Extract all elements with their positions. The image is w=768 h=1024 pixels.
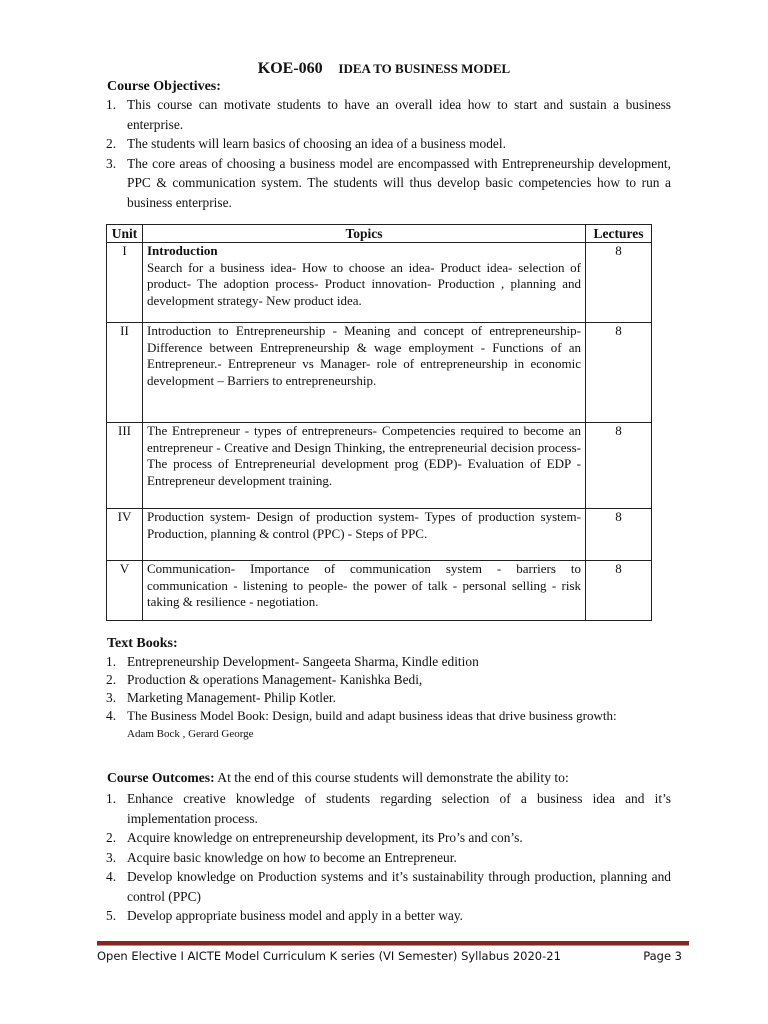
table-row <box>107 423 652 509</box>
item-number: 4. <box>106 869 117 884</box>
unit-topics: The Entrepreneur - types of entrepreneurs- Competencies required to become an entrepreneur - Creative and Design Thinking, the entrepreneurial decision process- The process of Entrepreneurial development prog (EDP)- Evaluation of EDP - Entrepreneur development training. <box>147 423 581 488</box>
unit-topics: Introduction to Entrepreneurship - Meaning and concept of entrepreneurship- Difference between Entrepreneurship & wage employment - Functions of an Entrepreneur.- Entrepreneur vs Manager- role of entrepreneurship in economic development – Barriers to entrepreneurship. <box>147 323 581 388</box>
header-unit: Unit <box>107 225 143 243</box>
objective-item <box>106 95 671 134</box>
outcomes-list <box>106 789 671 926</box>
topics-cell <box>143 561 586 621</box>
course-code: KOE-060 <box>257 60 323 77</box>
item-number: 3. <box>106 690 117 705</box>
outcome-item <box>106 848 671 868</box>
header-lectures: Lectures <box>586 225 652 243</box>
objective-item <box>106 134 671 154</box>
item-number: 5. <box>106 908 117 923</box>
topics-cell <box>143 243 586 323</box>
item-number: 1. <box>106 791 117 806</box>
item-number: 1. <box>106 654 117 669</box>
item-text: The students will learn basics of choosing an idea of a business model. <box>127 136 506 151</box>
item-number: 2. <box>106 672 117 687</box>
textbooks-heading: Text Books: <box>107 636 178 651</box>
outcome-item <box>106 867 671 906</box>
textbook-item <box>106 671 676 689</box>
table-header-row <box>107 225 652 243</box>
table-row <box>107 561 652 621</box>
item-text: Develop appropriate business model and apply in a better way. <box>127 908 464 923</box>
objectives-list <box>106 95 671 212</box>
header-topics: Topics <box>143 225 586 243</box>
outcome-item <box>106 828 671 848</box>
item-number: 3. <box>106 849 117 865</box>
item-number: 2. <box>106 830 117 845</box>
outcomes-heading: Course Outcomes: <box>107 770 215 785</box>
objectives-heading: Course Objectives: <box>107 79 221 94</box>
item-text: This course can motivate students to have an overall idea how to start and sustain a business enterprise. <box>127 97 671 132</box>
course-title <box>0 60 768 78</box>
textbook-item <box>106 707 676 743</box>
unit-topics: Communication- Importance of communication system - barriers to communication - listening to people- the power of talk - personal selling - risk taking & resilience - negotiation. <box>147 561 581 609</box>
table-row <box>107 509 652 561</box>
outcomes-intro-text: At the end of this course students will demonstrate the ability to: <box>214 770 569 785</box>
item-text: Marketing Management- Philip Kotler. <box>127 690 336 705</box>
unit-topics: Production system- Design of production system- Types of production system- Production, planning & control (PPC) - Steps of PPC. <box>147 509 581 541</box>
item-text: The Business Model Book: Design, build and adapt business ideas that drive business growth: <box>127 708 617 723</box>
textbook-item <box>106 653 676 671</box>
unit-cell: V <box>107 561 143 621</box>
course-name: IDEA TO BUSINESS MODEL <box>338 61 511 76</box>
lectures-cell: 8 <box>586 509 652 561</box>
unit-cell: III <box>107 423 143 509</box>
item-text: Develop knowledge on Production systems and it’s sustainability through production, planning and control (PPC) <box>127 869 671 904</box>
unit-cell: I <box>107 243 143 323</box>
item-number: 1. <box>106 97 117 112</box>
item-text: Acquire knowledge on entrepreneurship development, its Pro’s and con’s. <box>127 830 523 845</box>
unit-topics: Search for a business idea- How to choose an idea- Product idea- selection of product- The adoption process- Product innovation- Production , planning and development strategy- New product idea. <box>147 259 581 308</box>
outcome-item <box>106 906 671 926</box>
page-number: Page 3 <box>643 949 682 963</box>
item-text: Entrepreneurship Development- Sangeeta Sharma, Kindle edition <box>127 654 479 669</box>
table-row <box>107 243 652 323</box>
item-number: 3. <box>106 155 117 171</box>
outcome-item <box>106 789 671 828</box>
footer-text: Open Elective I AICTE Model Curriculum K series (VI Semester) Syllabus 2020-21 <box>97 949 561 963</box>
lectures-cell: 8 <box>586 423 652 509</box>
textbooks-list <box>106 653 676 743</box>
outcomes-intro <box>107 770 569 786</box>
unit-cell: IV <box>107 509 143 561</box>
item-number: 2. <box>106 136 117 151</box>
lectures-cell: 8 <box>586 323 652 423</box>
table-row <box>107 323 652 423</box>
objective-item <box>106 154 671 213</box>
unit-title: Introduction <box>147 243 218 258</box>
lectures-cell: 8 <box>586 561 652 621</box>
topics-cell <box>143 323 586 423</box>
lectures-cell: 8 <box>586 243 652 323</box>
textbook-item <box>106 689 676 707</box>
footer-rule <box>97 941 689 946</box>
item-number: 4. <box>106 708 117 723</box>
item-text: Enhance creative knowledge of students regarding selection of a business idea and it’s implementation process. <box>127 791 671 826</box>
item-text: Production & operations Management- Kanishka Bedi, <box>127 672 423 687</box>
topics-cell <box>143 423 586 509</box>
unit-cell: II <box>107 323 143 423</box>
syllabus-table <box>106 224 652 621</box>
topics-cell <box>143 509 586 561</box>
item-text: The core areas of choosing a business model are encompassed with Entrepreneurship development, PPC & communication system. The students will thus develop basic competencies how to run a business enterprise. <box>127 155 671 210</box>
textbook-author: Adam Bock , Gerard George <box>127 728 254 740</box>
item-text: Acquire basic knowledge on how to become an Entrepreneur. <box>127 849 457 865</box>
